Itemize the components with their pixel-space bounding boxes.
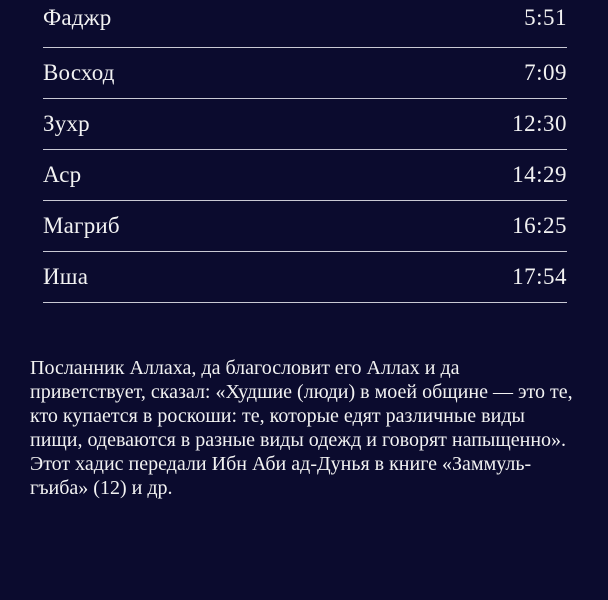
prayer-time: 12:30 [512,111,567,136]
prayer-time: 16:25 [512,213,567,238]
prayer-time: 14:29 [512,162,567,187]
prayer-name: Восход [43,60,115,85]
prayer-row-fajr [43,0,567,48]
prayer-time: 17:54 [512,264,567,289]
prayer-name: Зухр [43,111,90,136]
prayer-row-sunrise [43,48,567,99]
prayer-name: Иша [43,264,89,289]
prayer-name: Магриб [43,213,120,238]
prayer-time: 5:51 [524,5,567,30]
prayer-name: Фаджр [43,5,112,30]
prayer-row-asr [43,150,567,201]
prayer-row-isha [43,252,567,303]
prayer-time: 7:09 [524,60,567,85]
prayer-row-dhuhr [43,99,567,150]
hadith-text: Посланник Аллаха, да благословит его Аллах и да приветствует, сказал: «Худшие (люди) в моей общине — это те, кто купается в роскоши: те, которые едят различные виды пищи, одеваются в разные виды одежд и говорят напыщенно». Этот хадис передали Ибн Аби ад-Дунья в книге «Заммуль-гъиба» (12) и др. [30,357,573,499]
prayer-times-list [43,0,567,303]
prayer-row-maghrib [43,201,567,252]
prayer-name: Аср [43,162,82,187]
